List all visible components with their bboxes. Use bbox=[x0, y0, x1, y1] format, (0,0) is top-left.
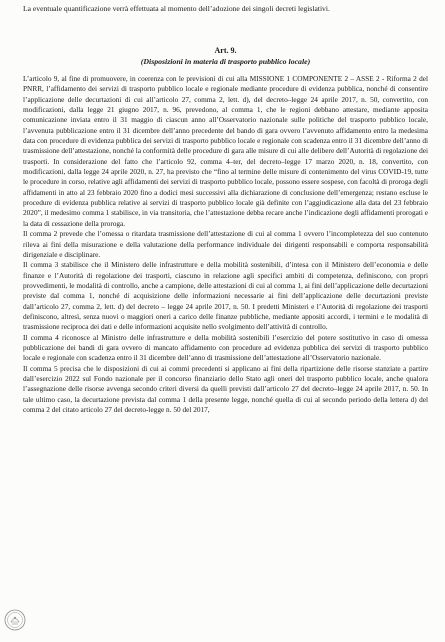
article-number: Art. 9. bbox=[214, 46, 237, 55]
document-page bbox=[23, 3, 428, 415]
paragraph-comma-4: Il comma 4 riconosce al Ministro delle infrastrutture e della mobilità sostenibili l’esercizio del potere sostitutivo in caso di omessa pubblicazione dei bandi di gara ovvero di mancato affidamento con procedure ad evidenza pubblica dei servizi di trasporto pubblico locale e regionale con scadenza entro il 31 dicembre dell’anno di trasmissione dell’attestazione all’Osservatorio nazionale. bbox=[23, 332, 428, 363]
paragraph-comma-1: L’articolo 9, al fine di promuovere, in coerenza con le previsioni di cui alla MISSIONE 1 COMPONENTE 2 – ASSE 2 - Riforma 2 del PNRR, l’affidamento dei servizi di trasporto pubblico locale e regionale mediante procedure di evidenza pubblica, nonché di consentire l’applicazione delle decurtazioni di cui all’articolo 27, comma 2, lett. d), del decreto–legge 24 aprile 2017, n. 50, convertito, con modificazioni, dalla legge 21 giugno 2017, n. 96, prevedono, al comma 1, che le regioni debbano attestare, mediante apposita comunicazione inviata entro il 31 maggio di ciascun anno all’Osservatorio nazionale sulle politiche del trasporto pubblico locale, l’avvenuta pubblicazione entro il 31 dicembre dell’anno precedente del bando di gara ovvero l’avvenuto affidamento entro la medesima data con procedure di evidenza pubblica dei servizi di trasporto pubblico locale e regionale con scadenza entro il 31 dicembre dell’anno di trasmissione dell’attestazione, nonché la conformità delle procedure di gara alle misure di cui alle delibere dell’Autorità di regolazione dei trasporti. In considerazione del fatto che l’articolo 92, comma 4–ter, del decreto–legge 17 marzo 2020, n. 18, convertito, con modificazioni, dalla legge 24 aprile 2020, n. 27, ha previsto che “fino al termine delle misure di contenimento del virus COVID-19, tutte le procedure in corso, relative agli affidamenti dei servizi di trasporto pubblico locale, possono essere sospese, con facoltà di proroga degli affidamenti in atto al 23 febbraio 2020 fino a dodici mesi successivi alla dichiarazione di conclusione dell’emergenza; restano escluse le procedure di evidenza pubblica relative ai servizi di trasporto pubblico locale già definite con l’aggiudicazione alla data del 23 febbraio 2020”, il medesimo comma 1 stabilisce, in via transitoria, che l’attestazione debba recare anche l’indicazione degli affidamenti prorogati e la data di cessazione della proroga. bbox=[23, 74, 428, 228]
lead-sentence: La eventuale quantificazione verrà effettuata al momento dell’adozione dei singoli decreti legislativi. bbox=[23, 4, 330, 13]
spacer bbox=[23, 14, 428, 45]
paragraph-comma-3: Il comma 3 stabilisce che il Ministero delle infrastrutture e della mobilità sostenibili, d’intesa con il Ministero dell’economia e delle finanze e l’Autorità di regolazione dei trasporti, ciascuno in relazione agli specifici ambiti di competenza, definiscono, con propri provvedimenti, le modalità di controllo, anche a campione, delle attestazioni di cui al comma 1, ai fini dell’applicazione delle decurtazioni previste dal comma 1, nonché di acquisizione delle informazioni necessarie ai fini dell’applicazione delle decurtazioni previste dall’articolo 27, comma 2, lett. d) del decreto – legge 24 aprile 2017, n. 50. I predetti Ministeri e l’Autorità di regolazione dei trasporti definiscono, altresì, senza nuovi o maggiori oneri a carico delle finanze pubbliche, mediante appositi accordi, i termini e le modalità di trasmissione reciproca dei dati e delle informazioni acquisite nello svolgimento dell’attività di controllo. bbox=[23, 260, 428, 332]
article-heading: (Disposizioni in materia di trasporto pubblico locale) bbox=[140, 57, 311, 66]
paragraph-comma-5: Il comma 5 precisa che le disposizioni di cui ai commi precedenti si applicano ai fini della ripartizione delle risorse stanziate a partire dall’esercizio 2022 sul Fondo nazionale per il concorso finanziario dello Stato agli oneri del trasporto pubblico locale, anche qualora l’assegnazione delle risorse avvenga secondo criteri diversi da quelli previsti dall’articolo 27 del decreto–legge 24 aprile 2017, n. 50. In tale ultimo caso, la decurtazione prevista dal comma 1 della presente legge, nonché quella di cui al secondo periodo della lettera d) del comma 2 del citato articolo 27 del decreto-legge n. 50 del 2017, bbox=[23, 363, 428, 414]
paragraph-comma-2: Il comma 2 prevede che l’omessa o ritardata trasmissione dell’attestazione di cui al comma 1 ovvero l’incompletezza del suo contenuto rileva ai fini della misurazione e della valutazione della performance individuale dei dirigenti responsabili e comporta responsabilità dirigenziale e disciplinare. bbox=[23, 229, 428, 259]
official-seal-icon bbox=[4, 609, 26, 631]
